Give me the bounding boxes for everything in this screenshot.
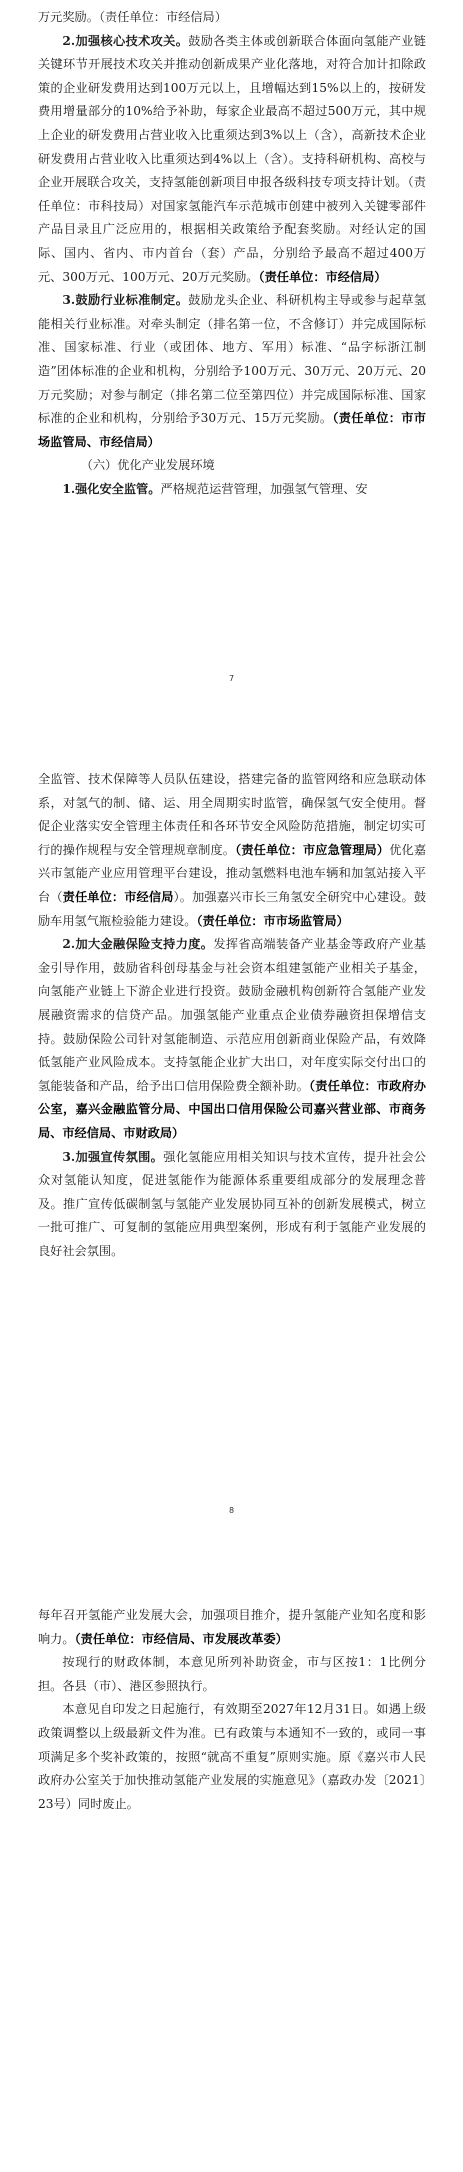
clause-body: 强化氢能应用相关知识与技术宣传，提升社会公众对氢能认知度，促进氢能作为能源体系重要组成部分的发展理念普及。推广宣传低碳制氢与氢能产业发展协同互补的创新发展模式，树立一批可推广、可复制的氢能应用典型案例，形成有利于氢能产业发展的良好社会氛围。 [38,1149,426,1258]
page-two-content [38,768,426,1263]
paragraph-safety [38,478,426,502]
clause-body: 发挥省高端装备产业基金等政府产业基金引导作用，鼓励省科创母基金与社会资本组建氢能产业相关子基金，向氢能产业链上下游企业进行投资。鼓励金融机构创新符合氢能产业发展融资需求的信贷产品。加强氢能产业重点企业债券融资担保增信支持。鼓励保险公司针对氢能制造、示范应用创新商业保险产品，有效降低氢能产业风险成本。支持氢能企业扩大出口，对年度实际交付出口的氢能装备和产品，给予出口信用保险费全额补助。 [38,937,426,1093]
clause-heading: 1.强化安全监管。 [62,481,161,496]
paragraph-funding: 按现行的财政体制，本意见所列补助资金，市与区按1：1比例分担。各县（市）、港区参照执行。 [38,1655,426,1693]
paragraph-publicity-cont [38,1604,426,1651]
responsible-unit: （责任单位：市市场监管局、市经信局） [38,411,426,449]
paragraph-core-tech [38,30,426,290]
paragraph-safety-cont [38,768,426,933]
responsible-unit: （责任单位：市经信局） [258,269,387,284]
clause-body: 严格规范运营管理，加强氢气管理、安 [160,481,368,496]
page-three-content [38,1604,426,1816]
page-one-content [38,6,426,501]
clause-body: 鼓励各类主体或创新联合体面向氢能产业链关键环节开展技术攻关并推动创新成果产业化落地，对符合加计扣除政策的企业研发费用达到100万元以上，且增幅达到15%以上的，按研发费用增量部分的10%给予补助，每家企业最高不超过500万元，其中规上企业的研发费用占营业收入比重须达到3%以上（含），高新技术企业研发费用占营业收入比重须达到4%以上（含）。支持科研机构、高校与企业开展联合攻关，支持氢能创新项目申报各级科技专项支持计划。（责任单位：市科技局）对国家氢能汽车示范城市创建中被列入关键零部件产品目录且广泛应用的，根据相关政策给予配套奖励。对经认定的国际、国内、省内、市内首台（套）产品，分别给予最高不超过400万元、300万元、100万元、20万元奖励。 [38,33,426,284]
clause-heading: 2.加大金融保险支持力度。 [62,937,214,952]
clause-body: 每年召开氢能产业发展大会，加强项目推介，提升氢能产业知名度和影响力。 [38,1608,426,1646]
paragraph: 万元奖励。（责任单位：市经信局） [38,10,227,24]
paragraph-standards [38,289,426,454]
section-heading: （六）优化产业发展环境 [80,458,215,473]
responsible-unit: （责任单位：市经信局、市发展改革委） [74,1631,288,1646]
responsible-unit: （责任单位：市应急管理局） [235,842,390,857]
responsible-unit: （责任单位：市市场监管局） [196,913,349,928]
page-number: 7 [228,674,235,683]
clause-body: ）。加强嘉兴市长三角氢安全研究中心建设。鼓励车用氢气瓶检验能力建设。 [38,889,427,928]
clause-body: 优化嘉兴市氢能产业应用管理平台建设，推动氢燃料电池车辆和加氢站接入平台（ [38,842,427,904]
paragraph-validity: 本意见自印发之日起施行，有效期至2027年12月31日。如遇上级政策调整以上级最新文件为准。已有政策与本通知不一致的，或同一事项满足多个奖补政策的，按照“就高不重复”原则实施。原《嘉兴市人民政府办公室关于加快推动氢能产业发展的实施意见》（嘉政办发〔2021〕23号）同时废止。 [38,1702,426,1811]
clause-heading: 2.加强核心技术攻关。 [62,33,189,48]
responsible-unit: 责任单位：市经信局 [62,889,174,904]
clause-body: 鼓励龙头企业、科研机构主导或参与起草氢能相关行业标准。对牵头制定（排名第一位，不含修订）并完成国际标准、国家标准、行业（或团体、地方、军用）标准、“品字标浙江制造”团体标准的企业和机构，分别给予100万元、30万元、20万元、20万元奖励；对参与制定（排名第二位至第四位）并完成国际标准、国家标准的企业和机构，分别给予30万元、15万元奖励。 [38,293,426,426]
clause-heading: 3.加强宣传氛围。 [62,1149,164,1164]
paragraph-publicity [38,1146,426,1264]
clause-body: 全监管、技术保障等人员队伍建设，搭建完备的监管网络和应急联动体系，对氢气的制、储、运、用全周期实时监管，确保氢气安全使用。督促企业落实安全管理主体责任和各环节安全风险防范措施，制定切实可行的操作规程与安全管理规章制度。 [38,772,426,857]
page-number: 8 [228,1506,235,1515]
responsible-unit: （责任单位：市政府办公室，嘉兴金融监管分局、中国出口信用保险公司嘉兴营业部、市商务局、市经信局、市财政局） [38,1078,426,1140]
paragraph-finance [38,933,426,1145]
clause-heading: 3.鼓励行业标准制定。 [62,293,189,308]
